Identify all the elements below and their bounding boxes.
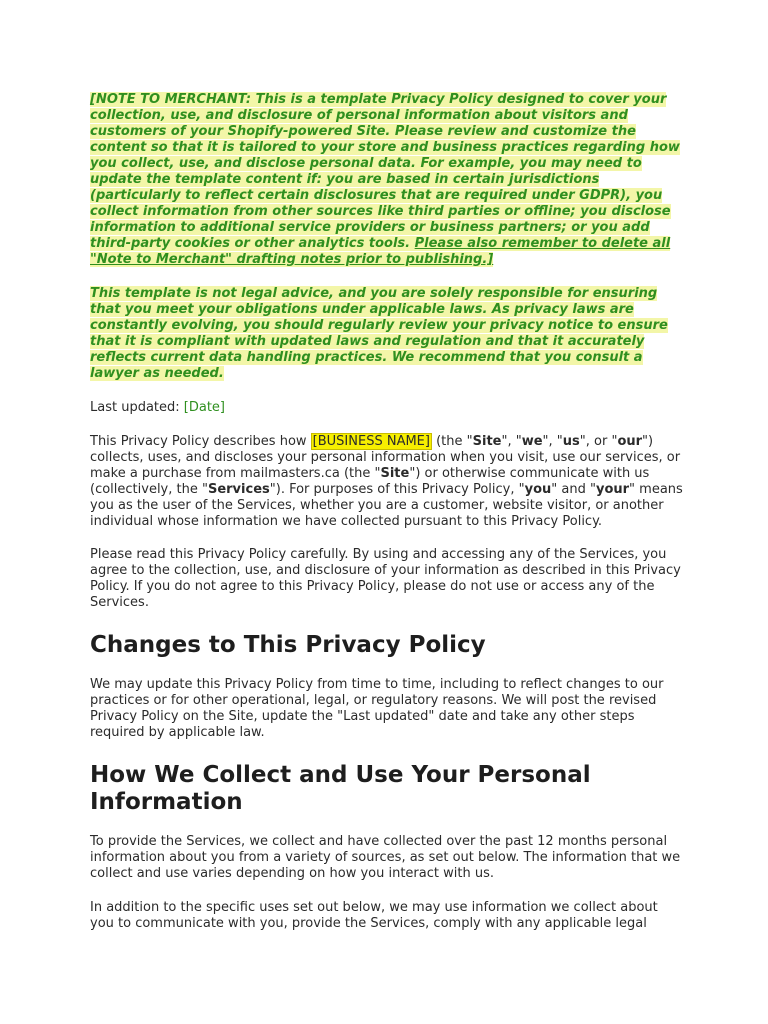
merchant-note-highlight [90,92,680,267]
term-us: us [562,434,580,449]
intro-text: This Privacy Policy describes how [90,434,311,449]
intro-text: " and " [551,482,596,497]
intro-text: ") or otherwise communicate with us (collectively, the " [90,466,650,497]
uses-paragraph: In addition to the specific uses set out below, we may use information we collect about you to communicate with you, provide the Services, comply with any applicable legal [90,900,658,931]
merchant-note-reminder: Please also remember to delete all "Note to Merchant" drafting notes prior to publishing.] [90,236,671,267]
merchant-note-body: This is a template Privacy Policy designed to cover your collection, use, and disclosure of personal information about visitors and customers of your Shopify-powered Site. Please review and customize the content so that it is tailored to your store and business practices regarding how you collect, use, and disclose personal data. For example, you may need to update the template content if: you are based in certain jurisdictions (particularly to reflect certain disclosures that are required under GDPR), you collect information from other sources like third parties or offline; you disclose information to additional service providers or business partners; or you add third-party cookies or other analytics tools. [90,92,680,251]
collect-paragraph: To provide the Services, we collect and have collected over the past 12 months personal information about you from a variety of sources, as set out below. The information that we collect and use varies depending on how you interact with us. [90,834,681,881]
intro-text: ", " [501,434,522,449]
term-services: Services [207,482,270,497]
merchant-note [90,92,685,268]
please-read-paragraph: Please read this Privacy Policy carefully. By using and accessing any of the Services, you agree to the collection, use, and disclosure of your information as described in this Privacy Policy. If you do not agree to this Privacy Policy, please do not use or access any of the Services. [90,547,681,610]
business-name-placeholder: [BUSINESS NAME] [312,434,430,449]
term-you: you [524,482,552,497]
last-updated-line [90,400,685,416]
collect-heading: How We Collect and Use Your Personal Information [90,762,591,815]
changes-paragraph: We may update this Privacy Policy from time to time, including to reflect changes to our practices or for other operational, legal, or regulatory reasons. We will post the revised Privacy Policy on the Site, update the "Last updated" date and take any other steps required by applicable law. [90,677,664,740]
intro-text: (the " [431,434,473,449]
legal-advice-note [90,286,685,382]
intro-text: "). For purposes of this Privacy Policy, " [269,482,525,497]
term-your: your [595,482,630,497]
term-we: we [521,434,543,449]
last-updated-date: [Date] [183,400,225,415]
intro-text: ") collects, uses, and discloses your personal information when you visit, use our services, or make a purchase from mailmasters.ca (the " [90,434,681,481]
intro-text: ", or " [579,434,618,449]
merchant-note-prefix: [NOTE TO MERCHANT: [90,92,256,107]
last-updated-label: Last updated: [90,400,184,415]
intro-text: " means you as the user of the Services, whether you are a customer, website visitor, or another individual whose information we have collected pursuant to this Privacy Policy. [90,482,683,529]
intro-paragraph [90,434,685,530]
legal-advice-note-text: This template is not legal advice, and you are solely responsible for ensuring that you meet your obligations under applicable laws. As privacy laws are constantly evolving, you should regularly review your privacy notice to ensure that it is compliant with updated laws and regulation and that it accurately reflects current data handling practices. We recommend that you consult a lawyer as needed. [90,286,668,381]
document-body [90,92,685,932]
changes-heading: Changes to This Privacy Policy [90,632,486,658]
term-our: our [617,434,643,449]
term-site: Site [380,466,410,481]
intro-text: ", " [542,434,563,449]
term-site: Site [472,434,502,449]
